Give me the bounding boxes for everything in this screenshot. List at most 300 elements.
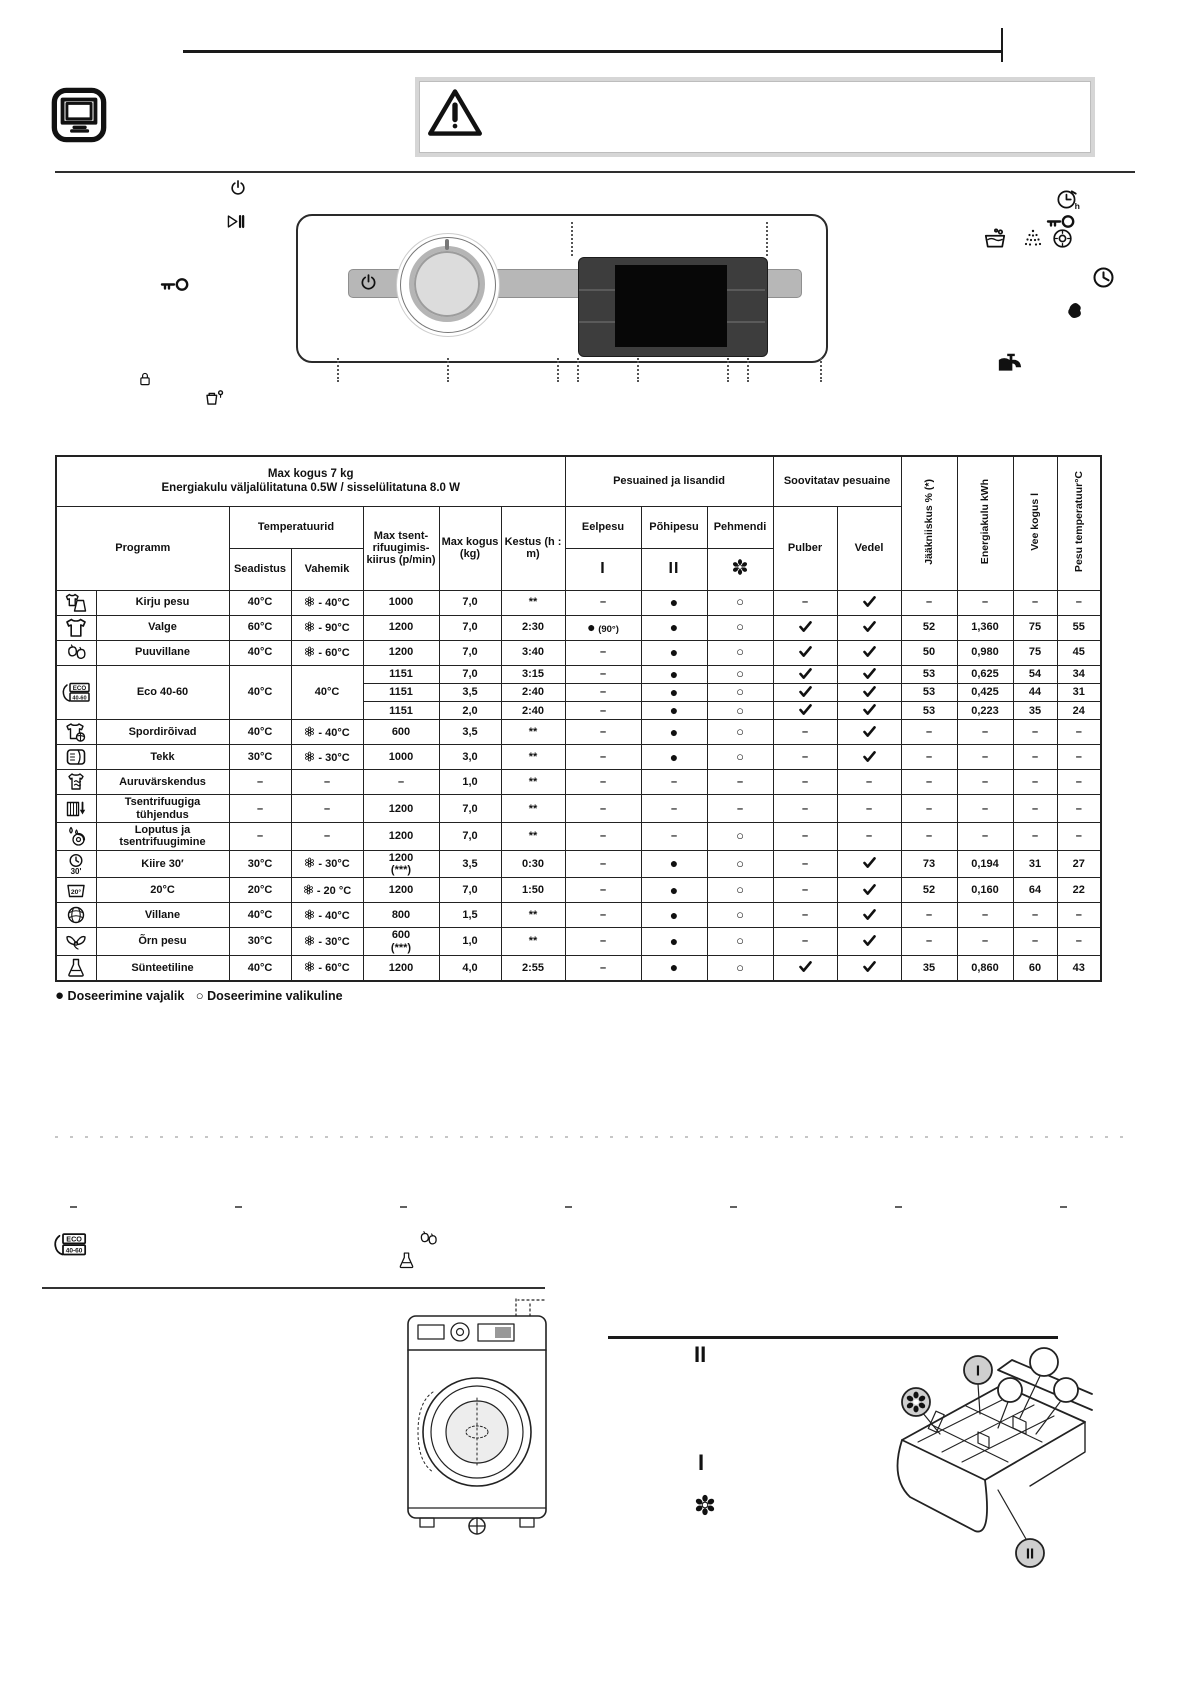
cell-vahemik: – xyxy=(291,823,363,851)
cell-eelpesu: – xyxy=(565,795,641,823)
cell-vee-kogus: – xyxy=(1013,795,1057,823)
program-icon xyxy=(56,878,96,903)
program-name: Spordirõivad xyxy=(96,720,229,745)
cell-eelpesu: ● (90°) xyxy=(565,615,641,640)
cell-vedel xyxy=(837,903,901,928)
sport-shirt-icon xyxy=(61,720,91,744)
cell-energiakulu: – xyxy=(957,770,1013,795)
leader-line xyxy=(747,358,749,382)
program-row xyxy=(56,720,1101,745)
program-icon xyxy=(56,745,96,770)
mixed-wash-icon xyxy=(61,591,91,615)
program-name: Tsentrifuugiga tühjendus xyxy=(96,795,229,823)
cold-wash-icon xyxy=(304,621,315,632)
button-separator xyxy=(579,289,615,291)
cell-jaakniiskus: – xyxy=(901,928,957,956)
cell-vee-kogus: – xyxy=(1013,770,1057,795)
cell-max-spin: 1200 xyxy=(363,615,439,640)
cell-energiakulu: – xyxy=(957,745,1013,770)
optional-dot: ○ xyxy=(195,987,204,1003)
cell-max-kogus: 3,5 xyxy=(439,683,501,701)
drawer-callout-prewash: I xyxy=(975,1362,981,1380)
cell-pohipesu: ● xyxy=(641,665,707,683)
cell-seadistus: 40°C xyxy=(229,720,291,745)
leader-line xyxy=(571,222,573,256)
cell-energiakulu: – xyxy=(957,928,1013,956)
cell-pohipesu: ● xyxy=(641,590,707,615)
cell-pesu-temp: – xyxy=(1057,795,1101,823)
cell-kestus: 2:55 xyxy=(501,955,565,981)
program-icon xyxy=(56,640,96,665)
cell-jaakniiskus: – xyxy=(901,795,957,823)
start-pause-icon xyxy=(222,211,248,232)
cell-pehmendi: ○ xyxy=(707,850,773,878)
cell-jaakniiskus: – xyxy=(901,770,957,795)
cell-energiakulu: 0,425 xyxy=(957,683,1013,701)
cell-max-kogus: 1,0 xyxy=(439,770,501,795)
cell-pehmendi: ○ xyxy=(707,615,773,640)
knob-notch xyxy=(445,239,449,250)
leader-line xyxy=(727,358,729,382)
section-divider-top xyxy=(55,171,1135,173)
cell-seadistus: 40°C xyxy=(229,640,291,665)
cell-eelpesu: – xyxy=(565,903,641,928)
cell-vedel xyxy=(837,683,901,701)
cell-pesu-temp: 27 xyxy=(1057,850,1101,878)
cell-pohipesu: ● xyxy=(641,955,707,981)
button-separator xyxy=(579,321,615,323)
synthetics-flask-icon xyxy=(396,1250,417,1271)
faint-dash-row xyxy=(70,1206,1145,1208)
cell-seadistus: 40°C xyxy=(229,903,291,928)
cell-kestus: ** xyxy=(501,590,565,615)
cell-vedel xyxy=(837,720,901,745)
cell-pulber: – xyxy=(773,823,837,851)
cell-vee-kogus: – xyxy=(1013,823,1057,851)
wash-tub-icon xyxy=(982,226,1008,252)
header-pohipesu: Põhipesu xyxy=(641,506,707,548)
cell-kestus: 2:30 xyxy=(501,615,565,640)
cold-wash-icon xyxy=(304,909,315,920)
required-label: Doseerimine vajalik xyxy=(67,988,185,1003)
washing-machine-diagram xyxy=(398,1292,556,1540)
cell-pehmendi: ○ xyxy=(707,823,773,851)
display-screen xyxy=(615,265,727,347)
cold-wash-icon xyxy=(304,646,315,657)
header-pehmendi-symbol xyxy=(707,548,773,590)
cell-energiakulu: – xyxy=(957,720,1013,745)
cell-eelpesu: – xyxy=(565,590,641,615)
program-table-body xyxy=(56,590,1101,981)
header-pesuained: Pesuained ja lisandid xyxy=(565,456,773,506)
svg-text:h: h xyxy=(1074,200,1080,211)
faint-dash-row xyxy=(55,1136,1135,1138)
cell-pulber: – xyxy=(773,878,837,903)
header-programm: Programm xyxy=(56,506,229,590)
program-icon xyxy=(56,615,96,640)
cell-pesu-temp: – xyxy=(1057,770,1101,795)
cell-kestus: 3:40 xyxy=(501,640,565,665)
cell-pulber: – xyxy=(773,903,837,928)
cell-vahemik: - 40°C xyxy=(291,903,363,928)
program-name: Villane xyxy=(96,903,229,928)
cell-kestus: ** xyxy=(501,903,565,928)
header-pesu-temp: Pesu temperatuur°C xyxy=(1057,456,1101,590)
stain-icon xyxy=(1063,299,1087,325)
softener-dispenser-icon xyxy=(202,387,226,408)
cell-max-kogus: 2,0 xyxy=(439,702,501,720)
program-row xyxy=(56,955,1101,981)
prewash-symbol: I xyxy=(698,1450,705,1475)
cell-pulber xyxy=(773,640,837,665)
cell-pulber: – xyxy=(773,590,837,615)
cell-pohipesu: ● xyxy=(641,903,707,928)
cell-vahemik: - 30°C xyxy=(291,850,363,878)
program-row xyxy=(56,590,1101,615)
cell-pulber xyxy=(773,615,837,640)
cell-pesu-temp: 34 xyxy=(1057,665,1101,683)
cell-vahemik: - 40°C xyxy=(291,590,363,615)
header-eelpesu: Eelpesu xyxy=(565,506,641,548)
cotton-pods-icon xyxy=(417,1228,439,1250)
cell-energiakulu: – xyxy=(957,903,1013,928)
cell-max-spin: 1200 xyxy=(363,878,439,903)
steam-refresh-icon xyxy=(61,770,91,794)
cell-eelpesu: – xyxy=(565,770,641,795)
drain-spin-icon xyxy=(61,797,91,821)
cell-max-spin: 600 (***) xyxy=(363,928,439,956)
program-icon xyxy=(56,903,96,928)
program-name: Sünteetiline xyxy=(96,955,229,981)
cell-seadistus: 30°C xyxy=(229,850,291,878)
svg-text:30': 30' xyxy=(70,867,82,876)
leader-line xyxy=(766,222,768,256)
cell-energiakulu: 0,980 xyxy=(957,640,1013,665)
cell-pehmendi: ○ xyxy=(707,955,773,981)
cell-vahemik: - 30°C xyxy=(291,928,363,956)
program-name: 20°C xyxy=(96,878,229,903)
svg-text:ECO: ECO xyxy=(66,1234,82,1244)
cell-vahemik: - 60°C xyxy=(291,640,363,665)
cell-eelpesu: – xyxy=(565,823,641,851)
cell-kestus: ** xyxy=(501,745,565,770)
cold-20-icon xyxy=(61,878,91,902)
cell-energiakulu: – xyxy=(957,590,1013,615)
cell-seadistus: 40°C xyxy=(229,955,291,981)
svg-text:ECO: ECO xyxy=(73,685,87,693)
cell-seadistus: 30°C xyxy=(229,745,291,770)
cell-eelpesu: – xyxy=(565,928,641,956)
cell-pesu-temp: 43 xyxy=(1057,955,1101,981)
required-dot: ● xyxy=(55,986,65,1004)
bottom-left-divider xyxy=(42,1287,545,1289)
leader-line xyxy=(820,358,822,382)
cell-max-kogus: 7,0 xyxy=(439,640,501,665)
cell-vee-kogus: 75 xyxy=(1013,640,1057,665)
cell-pesu-temp: 22 xyxy=(1057,878,1101,903)
cell-pehmendi: ○ xyxy=(707,702,773,720)
cell-max-spin: 1200 (***) xyxy=(363,850,439,878)
program-name: Valge xyxy=(96,615,229,640)
wool-icon xyxy=(61,903,91,927)
cell-pulber: – xyxy=(773,770,837,795)
program-name: Auruvärskendus xyxy=(96,770,229,795)
cell-jaakniiskus: 53 xyxy=(901,683,957,701)
cell-vee-kogus: – xyxy=(1013,590,1057,615)
cell-seadistus: 40°C xyxy=(229,590,291,615)
spray-icon xyxy=(1021,226,1045,251)
program-row xyxy=(56,850,1101,878)
program-icon xyxy=(56,590,96,615)
cell-vee-kogus: – xyxy=(1013,903,1057,928)
cell-jaakniiskus: 53 xyxy=(901,665,957,683)
program-row xyxy=(56,665,1101,683)
table-title: Max kogus 7 kg Energiakulu väljalülitatuna 0.5W / sisselülitatuna 8.0 W xyxy=(56,456,565,506)
main-wash-symbol: II xyxy=(694,1342,707,1367)
warning-box xyxy=(415,77,1095,157)
cold-wash-icon xyxy=(303,884,314,895)
cell-max-kogus: 7,0 xyxy=(439,590,501,615)
program-icon xyxy=(56,823,96,851)
program-icon xyxy=(56,720,96,745)
leader-line xyxy=(557,358,559,382)
eco-40-60-icon xyxy=(50,1230,90,1258)
cell-pesu-temp: 55 xyxy=(1057,615,1101,640)
drawer-callout-mainwash: II xyxy=(1025,1545,1035,1563)
header-jaakniiskus: Jääkniiskus % (*) xyxy=(901,456,957,590)
cell-eelpesu: – xyxy=(565,878,641,903)
power-button-icon[interactable] xyxy=(358,272,379,293)
cell-vedel xyxy=(837,615,901,640)
cell-pehmendi: ○ xyxy=(707,878,773,903)
button-separator xyxy=(727,321,765,323)
cell-jaakniiskus: – xyxy=(901,745,957,770)
cell-vedel xyxy=(837,590,901,615)
cell-max-kogus: 7,0 xyxy=(439,795,501,823)
rinse-spin-icon xyxy=(61,824,91,848)
program-row xyxy=(56,823,1101,851)
cell-vedel xyxy=(837,878,901,903)
program-name: Kiire 30′ xyxy=(96,850,229,878)
lock-icon xyxy=(136,369,154,389)
cell-pehmendi: ○ xyxy=(707,745,773,770)
program-row xyxy=(56,903,1101,928)
cell-max-kogus: 3,5 xyxy=(439,850,501,878)
cell-pohipesu: ● xyxy=(641,878,707,903)
cell-jaakniiskus: 73 xyxy=(901,850,957,878)
cell-jaakniiskus: 50 xyxy=(901,640,957,665)
cell-vee-kogus: 64 xyxy=(1013,878,1057,903)
cell-kestus: ** xyxy=(501,928,565,956)
svg-text:40-60: 40-60 xyxy=(72,695,87,702)
warning-triangle-icon xyxy=(427,85,483,141)
cell-pohipesu: – xyxy=(641,823,707,851)
cell-energiakulu: 0,860 xyxy=(957,955,1013,981)
leader-line xyxy=(577,358,579,382)
program-table xyxy=(55,455,1100,1003)
leader-line xyxy=(447,358,449,382)
header-temperatuurid: Temperatuurid xyxy=(229,506,363,548)
optional-label: Doseerimine valikuline xyxy=(207,988,343,1003)
cell-vahemik: – xyxy=(291,795,363,823)
cell-pohipesu: ● xyxy=(641,720,707,745)
cell-max-spin: 1151 xyxy=(363,665,439,683)
blanket-icon xyxy=(61,745,91,769)
cell-vee-kogus: 75 xyxy=(1013,615,1057,640)
cell-vee-kogus: – xyxy=(1013,745,1057,770)
cell-pehmendi: ○ xyxy=(707,665,773,683)
cell-pesu-temp: 45 xyxy=(1057,640,1101,665)
cold-wash-icon xyxy=(304,751,315,762)
cell-max-spin: 1000 xyxy=(363,745,439,770)
top-rule xyxy=(183,50,1003,53)
cell-seadistus: 20°C xyxy=(229,878,291,903)
program-name: Kirju pesu xyxy=(96,590,229,615)
cell-vee-kogus: 31 xyxy=(1013,850,1057,878)
svg-text:20°: 20° xyxy=(71,889,82,897)
program-name: Tekk xyxy=(96,745,229,770)
cell-pesu-temp: – xyxy=(1057,590,1101,615)
header-max-spin: Max tsentrifuugimiskiirus (p/min) xyxy=(363,506,439,590)
svg-text:40-60: 40-60 xyxy=(65,1247,83,1255)
cell-pehmendi: ○ xyxy=(707,928,773,956)
cell-max-spin: 1151 xyxy=(363,683,439,701)
cell-vedel: – xyxy=(837,770,901,795)
cell-vedel: – xyxy=(837,823,901,851)
cell-max-spin: 1200 xyxy=(363,955,439,981)
cell-vedel xyxy=(837,928,901,956)
header-energiakulu: Energiakulu kWh xyxy=(957,456,1013,590)
bottom-right-divider xyxy=(608,1336,1058,1339)
cell-max-kogus: 3,5 xyxy=(439,720,501,745)
cell-pohipesu: ● xyxy=(641,615,707,640)
cell-vee-kogus: 54 xyxy=(1013,665,1057,683)
cell-eelpesu: – xyxy=(565,640,641,665)
cell-eelpesu: – xyxy=(565,850,641,878)
program-icon xyxy=(56,928,96,956)
cell-kestus: 2:40 xyxy=(501,702,565,720)
key-icon xyxy=(160,276,190,293)
cell-vee-kogus: 35 xyxy=(1013,702,1057,720)
cell-jaakniiskus: – xyxy=(901,590,957,615)
cell-kestus: ** xyxy=(501,720,565,745)
cell-jaakniiskus: 52 xyxy=(901,615,957,640)
cell-pesu-temp: 24 xyxy=(1057,702,1101,720)
cell-pohipesu: ● xyxy=(641,702,707,720)
header-vedel: Vedel xyxy=(837,506,901,590)
cell-vedel xyxy=(837,850,901,878)
program-icon xyxy=(56,665,96,720)
cotton-pods-icon xyxy=(61,641,91,665)
program-name: Eco 40-60 xyxy=(96,665,229,720)
drum-icon xyxy=(1050,226,1075,251)
cell-max-kogus: 7,0 xyxy=(439,615,501,640)
table-legend xyxy=(55,988,1100,1003)
cell-max-kogus: 1,5 xyxy=(439,903,501,928)
cell-pohipesu: ● xyxy=(641,683,707,701)
cell-pulber xyxy=(773,955,837,981)
cell-vee-kogus: – xyxy=(1013,928,1057,956)
cell-kestus: ** xyxy=(501,823,565,851)
cell-pohipesu: ● xyxy=(641,745,707,770)
cell-eelpesu: – xyxy=(565,955,641,981)
cell-max-spin: 1200 xyxy=(363,823,439,851)
cell-pohipesu: ● xyxy=(641,850,707,878)
program-row xyxy=(56,615,1101,640)
leader-line xyxy=(637,358,639,382)
header-eelpesu-symbol: I xyxy=(565,548,641,590)
cell-vedel xyxy=(837,702,901,720)
cell-pulber: – xyxy=(773,850,837,878)
cell-pohipesu: – xyxy=(641,770,707,795)
cell-max-kogus: 7,0 xyxy=(439,823,501,851)
cell-eelpesu: – xyxy=(565,720,641,745)
cell-eelpesu: – xyxy=(565,665,641,683)
cell-vahemik: – xyxy=(291,770,363,795)
cell-vahemik: - 30°C xyxy=(291,745,363,770)
monitor-icon xyxy=(50,86,108,144)
power-icon xyxy=(228,178,248,198)
delicates-icon xyxy=(61,930,91,954)
cell-seadistus: – xyxy=(229,795,291,823)
rapid-30-icon xyxy=(61,852,91,876)
program-name: Õrn pesu xyxy=(96,928,229,956)
cell-vedel xyxy=(837,955,901,981)
softener-flower-icon xyxy=(692,1492,718,1518)
cell-energiakulu: 1,360 xyxy=(957,615,1013,640)
cell-pehmendi: ○ xyxy=(707,640,773,665)
clock-icon xyxy=(1090,264,1117,291)
cell-vee-kogus: 44 xyxy=(1013,683,1057,701)
cold-wash-icon xyxy=(304,935,315,946)
header-pohipesu-symbol: II xyxy=(641,548,707,590)
cold-wash-icon xyxy=(304,596,315,607)
cell-max-kogus: 3,0 xyxy=(439,745,501,770)
cell-vahemik: 40°C xyxy=(291,665,363,720)
cell-pehmendi: – xyxy=(707,770,773,795)
eco-40-60-icon xyxy=(58,680,94,704)
header-vahemik: Vahemik xyxy=(291,548,363,590)
cell-pesu-temp: – xyxy=(1057,745,1101,770)
cell-energiakulu: 0,194 xyxy=(957,850,1013,878)
header-seadistus: Seadistus xyxy=(229,548,291,590)
program-row xyxy=(56,770,1101,795)
cell-vee-kogus: – xyxy=(1013,720,1057,745)
program-row xyxy=(56,640,1101,665)
cell-jaakniiskus: 52 xyxy=(901,878,957,903)
detergent-drawer-diagram xyxy=(880,1340,1094,1580)
header-pulber: Pulber xyxy=(773,506,837,590)
program-icon xyxy=(56,770,96,795)
cell-pulber: – xyxy=(773,928,837,956)
cell-seadistus: – xyxy=(229,770,291,795)
valge-shirt-icon xyxy=(61,616,91,640)
cell-eelpesu: – xyxy=(565,702,641,720)
cold-wash-icon xyxy=(304,857,315,868)
program-knob-inner[interactable] xyxy=(409,246,485,322)
cell-vee-kogus: 60 xyxy=(1013,955,1057,981)
cell-seadistus: 30°C xyxy=(229,928,291,956)
cell-vahemik: - 60°C xyxy=(291,955,363,981)
cell-vedel xyxy=(837,745,901,770)
program-row xyxy=(56,878,1101,903)
cell-pehmendi: ○ xyxy=(707,720,773,745)
cell-max-spin: – xyxy=(363,770,439,795)
cell-energiakulu: 0,223 xyxy=(957,702,1013,720)
cell-pohipesu: – xyxy=(641,795,707,823)
cell-max-kogus: 7,0 xyxy=(439,878,501,903)
cell-pulber: – xyxy=(773,745,837,770)
